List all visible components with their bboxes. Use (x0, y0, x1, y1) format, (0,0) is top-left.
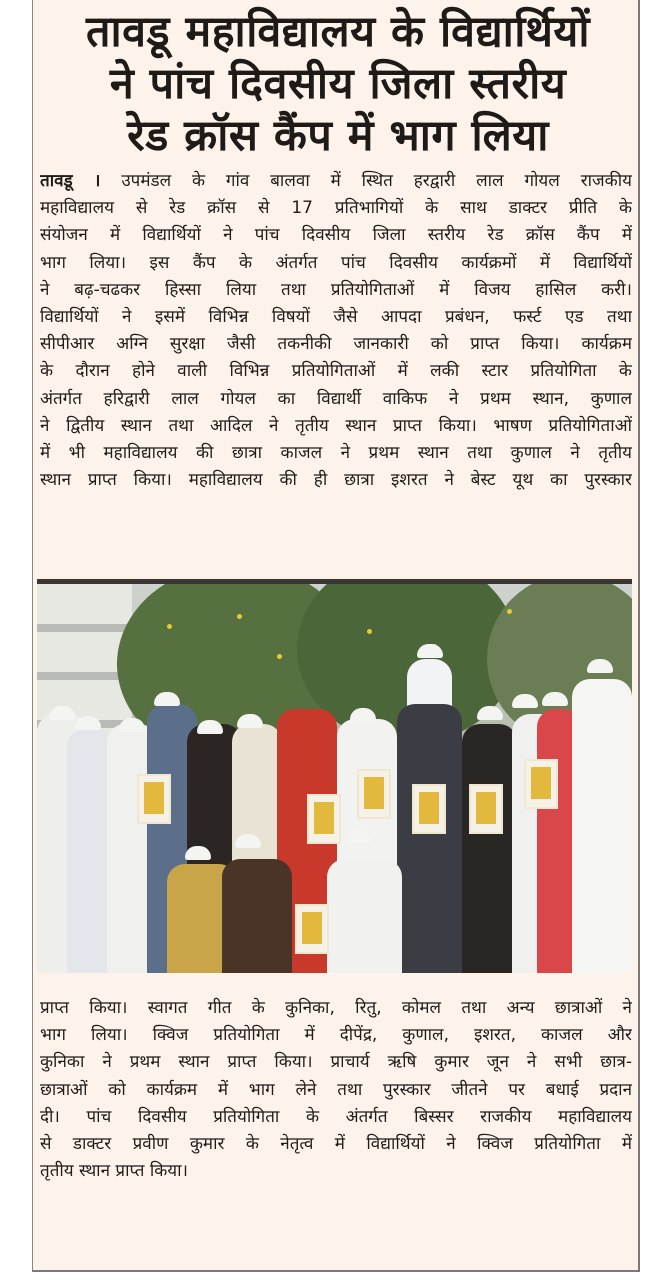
article-headline (38, 6, 638, 162)
award-plaque (137, 774, 171, 824)
body-line: संयोजन में विद्यार्थियों ने पांच दिवसीय जिला स्तरीय रेड क्रॉस कैंप में (40, 225, 632, 246)
article-body-part-2 (40, 995, 632, 1185)
body-line: प्राप्त किया। स्वागत गीत के कुनिका, रितु, कोमल तथा अन्य छात्राओं ने (40, 998, 632, 1018)
body-line: तृतीय स्थान प्राप्त किया। (40, 1161, 188, 1182)
body-line: दी। पांच दिवसीय प्रतियोगिता के अंतर्गत बिस्सर राजकीय महाविद्यालय (40, 1106, 632, 1127)
body-line: छात्राओं को कार्यक्रम में भाग लेने तथा पुरस्कार जीतने पर बधाई प्रदान (40, 1079, 632, 1100)
body-line: ने द्वितीय स्थान तथा आदिल ने तृतीय स्थान प्राप्त किया। भाषण प्रतियोगिताओं (40, 415, 632, 436)
dateline: तावडू । (40, 171, 101, 191)
article-body-part-1 (40, 168, 632, 494)
body-line: के दौरान होने वाली विभिन्न प्रतियोगिताओं में लकी स्टार प्रतियोगिता के (40, 361, 632, 382)
body-line: महाविद्यालय से रेड क्रॉस से 17 प्रतिभागियों के साथ डाक्टर प्रीति के (40, 198, 632, 219)
body-line: तावडू । उपमंडल के गांव बालवा में स्थित हरद्वारी लाल गोयल राजकीय (40, 171, 632, 191)
body-line: ने बढ़-चढकर हिस्सा लिया तथा प्रतियोगिताओं में विजय हासिल करी। (40, 279, 632, 300)
body-line: सीपीआर अग्नि सुरक्षा जैसी तकनीकी जानकारी को प्राप्त किया। कार्यक्रम (40, 334, 632, 355)
body-line: से डाक्टर प्रवीण कुमार के नेतृत्व में विद्यार्थियों ने क्विज प्रतियोगिता में (40, 1134, 632, 1155)
red-cross-cap (49, 706, 75, 720)
body-line: भाग लिया। इस कैंप के अंतर्गत पांच दिवसीय कार्यक्रमों में विद्यार्थियों (40, 252, 632, 273)
headline-line-1: तावडू महाविद्यालय के विद्यार्थियों (85, 7, 590, 57)
group-photo (37, 579, 632, 973)
body-line: में भी महाविद्यालय की छात्रा काजल ने प्रथम स्थान तथा कुणाल ने तृतीय (40, 443, 632, 464)
headline-line-3: रेड क्रॉस कैंप में भाग लिया (127, 111, 549, 161)
headline-line-2: ने पांच दिवसीय जिला स्तरीय (109, 59, 567, 109)
body-line: कुनिका ने प्रथम स्थान प्राप्त किया। प्राचार्य ऋषि कुमार जून ने सभी छात्र- (40, 1052, 632, 1073)
body-line: विद्यार्थियों ने इसमें विभिन्न विषयों जैसे आपदा प्रबंधन, फर्स्ट एड तथा (40, 307, 632, 328)
body-line: भाग लिया। क्विज प्रतियोगिता में दीपेंद्र, कुणाल, इशरत, काजल और (40, 1025, 632, 1046)
body-line: अंतर्गत हरिद्वारी लाल गोयल का विद्यार्थी वाकिफ ने प्रथम स्थान, कुणाल (40, 388, 632, 409)
body-line: स्थान प्राप्त किया। महाविद्यालय की ही छात्रा इशरत ने बेस्ट यूथ का पुरस्कार (40, 470, 632, 491)
